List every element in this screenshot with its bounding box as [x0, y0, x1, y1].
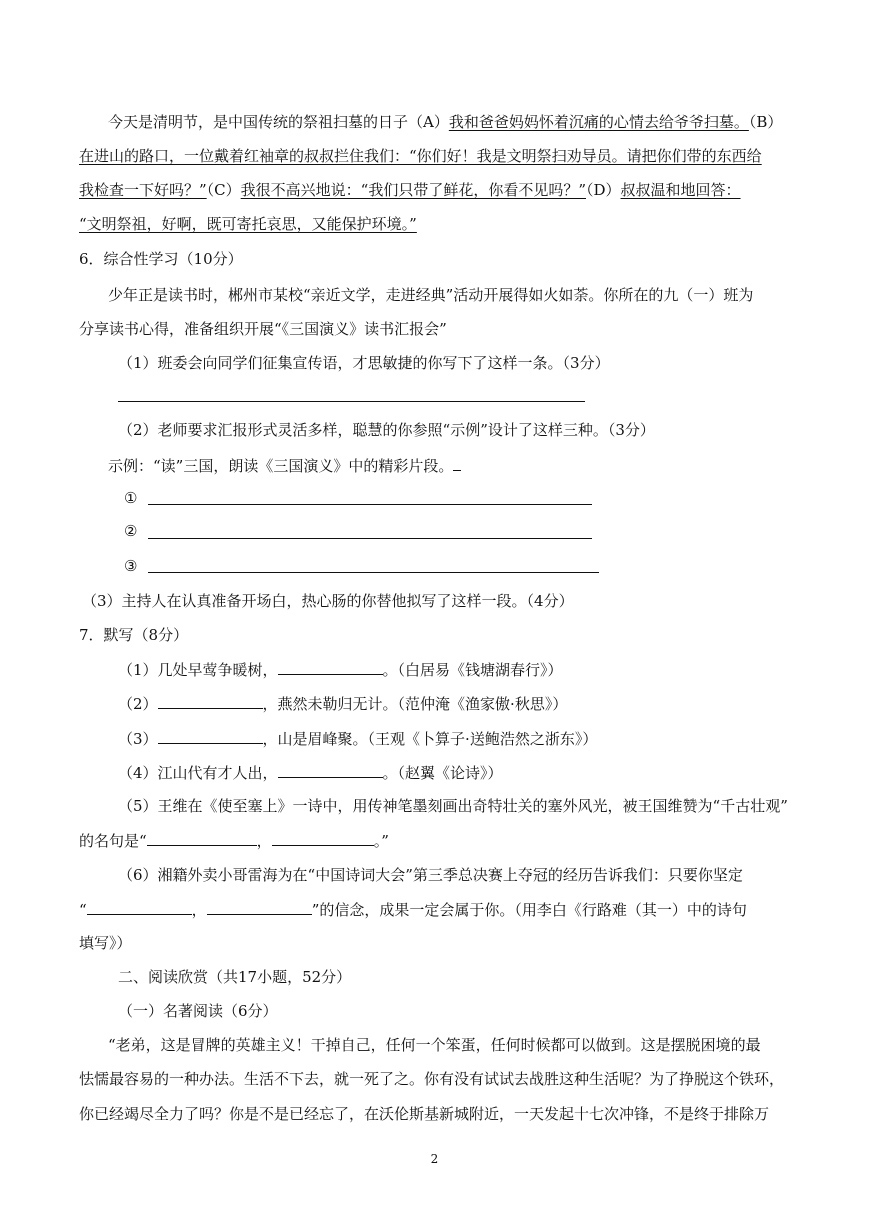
section-2-title: 二、阅读欣赏（共17小题，52分） [118, 968, 352, 986]
example-blank [453, 455, 461, 471]
answer-line-form-1[interactable] [148, 504, 592, 505]
q7-item-4: （4）江山代有才人出， 。（赵翼《论诗》） [118, 764, 503, 782]
q6-item-1-marker: ① [124, 489, 138, 507]
q7-item-5-line-1: （5）王维在《使至塞上》一诗中，用传神笔墨刻画出奇特壮关的塞外风光，被王国维赞为“千古壮观” [118, 797, 788, 815]
reading-line-2: 怯懦最容易的一种办法。生活不下去，就一死了之。你有没有试试去战胜这种生活呢？为了挣脱这个铁环， [79, 1070, 785, 1088]
q7-item-6-line-1: （6）湘籍外卖小哥雷海为在“中国诗词大会”第三季总决赛上夺冠的经历告诉我们：只要你坚定 [118, 866, 743, 884]
sentence-b: 在进山的路口，一位戴着红袖章的叔叔拦住我们：“你们好！我是文明祭扫劝导员。请把你们带的东西给 [79, 147, 762, 165]
answer-line-form-2[interactable] [148, 538, 592, 539]
sentence-a: 我和爸爸妈妈怀着沉痛的心情去给爷爷扫墓。 [448, 113, 749, 131]
q7-title: 7．默写（8分） [79, 626, 189, 644]
blank-6b[interactable] [207, 899, 312, 915]
q7-item-5-line-2: 的名句是“ ， 。” [79, 832, 389, 850]
q6-part-3: （3）主持人在认真准备开场白，热心肠的你替他拟写了这样一段。（4分） [82, 592, 574, 610]
blank-6a[interactable] [87, 899, 192, 915]
q7-item-1: （1）几处早莺争暖树， 。（白居易《钱塘湖春行》） [118, 661, 563, 679]
answer-line-form-3[interactable] [148, 572, 599, 573]
sentence-c: 我很不高兴地说：“我们只带了鲜花，你看不见吗？” [240, 181, 586, 199]
q6-intro-line-2: 分享读书心得，准备组织开展“《三国演义》读书汇报会” [79, 320, 447, 338]
blank-3[interactable] [158, 728, 263, 744]
q7-item-3: （3） ，山是眉峰聚。（王观《卜算子·送鲍浩然之浙东》） [118, 730, 598, 748]
blank-5b[interactable] [272, 830, 374, 846]
section-2-subtitle: （一）名著阅读（6分） [118, 1002, 278, 1020]
passage-line-2 [79, 146, 762, 166]
passage-line-4: “文明祭祖，好啊，既可寄托哀思，又能保护环境。” [79, 215, 417, 233]
page-number: 2 [430, 1152, 439, 1166]
q6-part-1: （1）班委会向同学们征集宣传语，才思敏捷的你写下了这样一条。（3分） [118, 354, 610, 372]
reading-line-3: 你已经竭尽全力了吗？你是不是已经忘了，在沃伦斯基新城附近，一天发起十七次冲锋，不是终于排除万 [79, 1105, 770, 1123]
q6-item-3-marker: ③ [124, 557, 138, 575]
blank-4[interactable] [278, 762, 383, 778]
q7-item-2: （2） ，燕然未勒归无计。（范仲淹《渔家傲·秋思》） [118, 695, 568, 713]
q6-item-2-marker: ② [124, 522, 138, 540]
q6-intro-line-1: 少年正是读书时，郴州市某校“亲近文学，走进经典”活动开展得如火如荼。你所在的九（一）班为 [108, 286, 754, 304]
passage-line-3: 我检查一下好吗？”（C）我很不高兴地说：“我们只带了鲜花，你看不见吗？”（D）叔叔温和地回答： [79, 181, 741, 199]
reading-line-1: “老弟，这是冒牌的英雄主义！干掉自己，任何一个笨蛋，任何时候都可以做到。这是摆脱困境的最 [108, 1036, 761, 1054]
answer-line-slogan[interactable] [118, 401, 585, 402]
q6-title: 6．综合性学习（10分） [79, 250, 243, 268]
q6-part-2: （2）老师要求汇报形式灵活多样，聪慧的你参照“示例”设计了这样三种。（3分） [118, 421, 655, 439]
q6-example: 示例：“读”三国，朗读《三国演义》中的精彩片段。 [108, 455, 461, 476]
blank-2[interactable] [158, 693, 263, 709]
q7-item-6-line-2: “ ， ”的信念，成果一定会属于你。（用李白《行路难（其一）中的诗句 [79, 901, 747, 919]
blank-5a[interactable] [147, 830, 257, 846]
sentence-d: 叔叔温和地回答： [620, 181, 741, 199]
blank-1[interactable] [278, 659, 383, 675]
q7-item-6-line-3: 填写》） [79, 934, 132, 952]
passage-line-1: 今天是清明节，是中国传统的祭祖扫墓的日子（A）我和爸爸妈妈怀着沉痛的心情去给爷爷扫墓。（B） [108, 113, 783, 131]
